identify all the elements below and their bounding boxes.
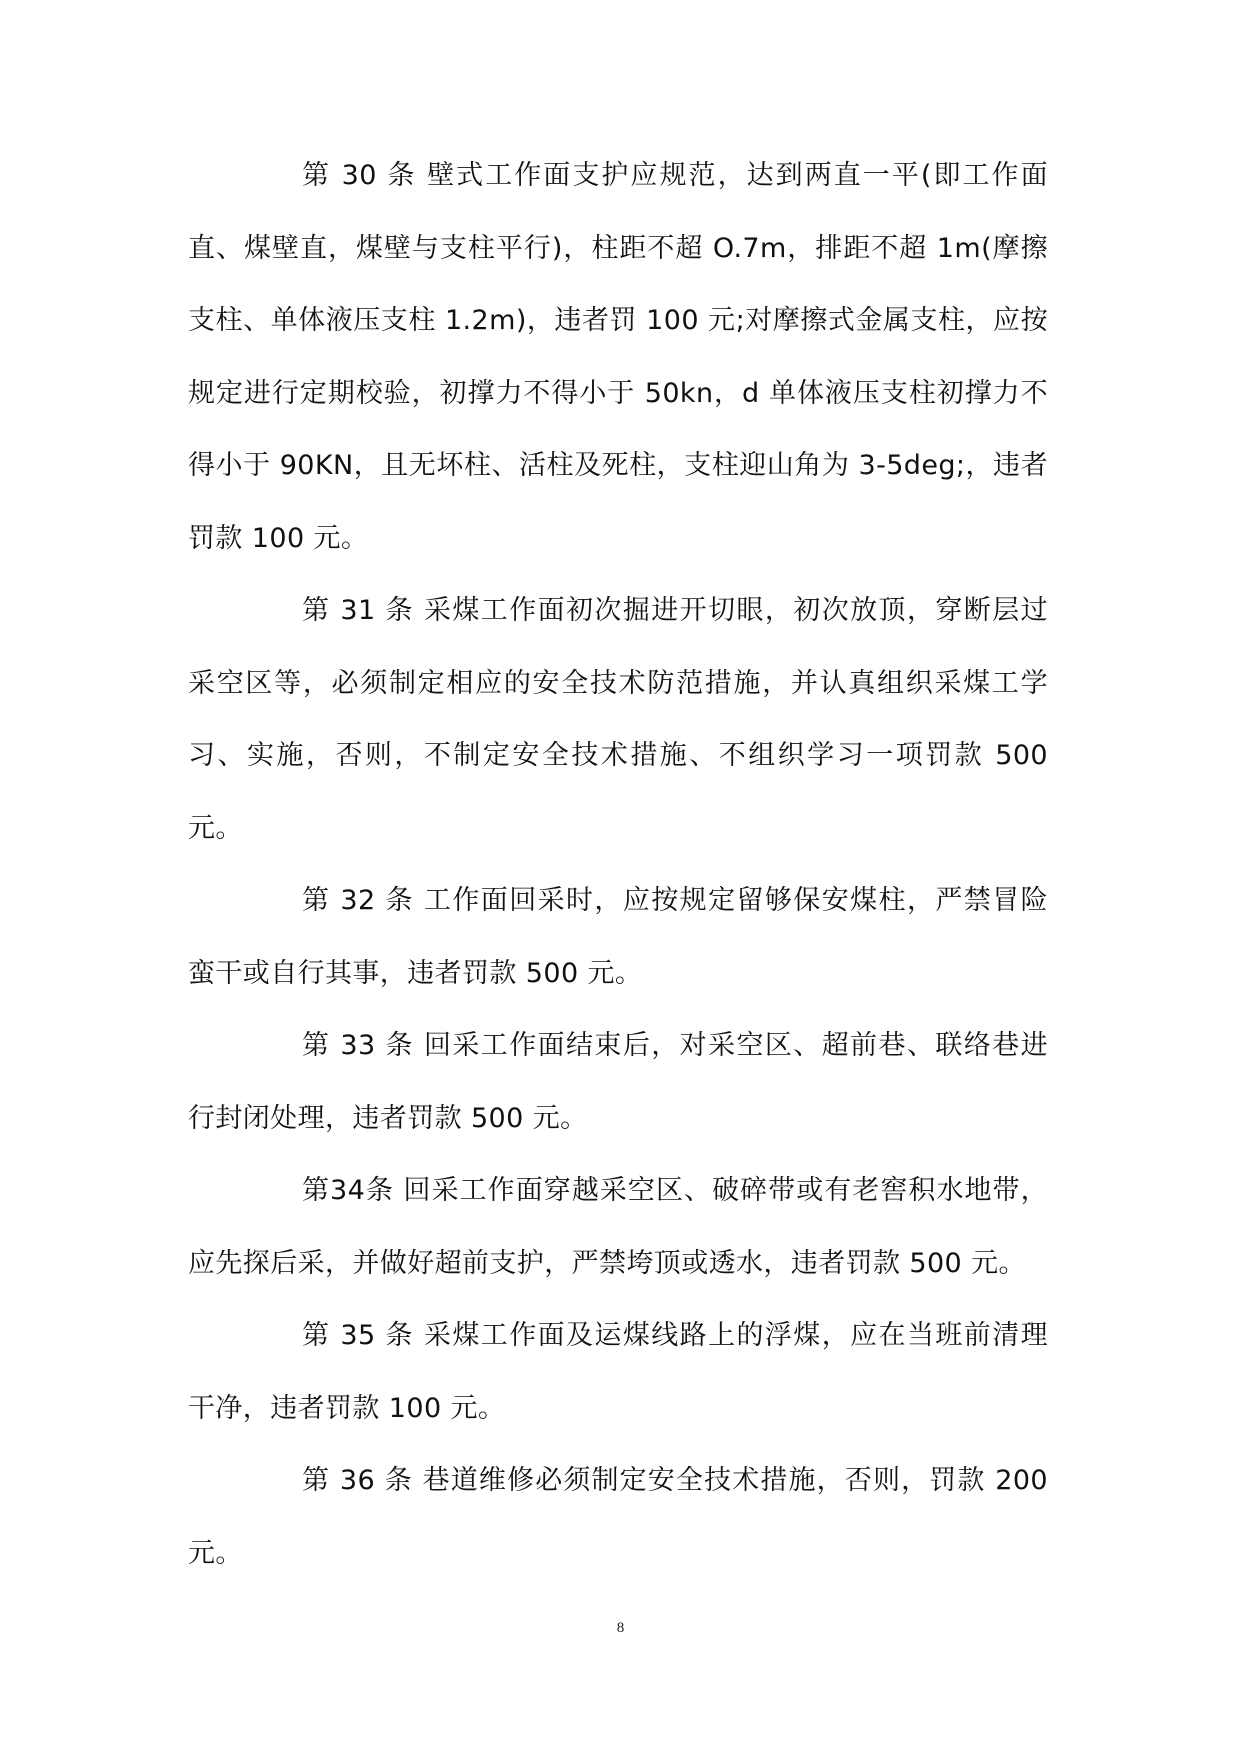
article-34-paragraph: 第34条 回采工作面穿越采空区、破碎带或有老窖积水地带，应先探后采，并做好超前支护，严禁垮顶或透水，违者罚款 500 元。: [188, 1175, 1048, 1279]
article-30-paragraph: 第 30 条 壁式工作面支护应规范，达到两直一平(即工作面直、煤壁直，煤壁与支柱平行)，柱距不超 O.7m，排距不超 1m(摩擦支柱、单体液压支柱 1.2m)，违者罚 100 元;对摩擦式金属支柱，应按规定进行定期校验，初撑力不得小于 50kn，d 单体液压支柱初撑力不得小于 90KN，且无坏柱、活柱及死柱，支柱迎山角为 3-5deg;，违者罚款 100 元。: [188, 160, 1048, 554]
article-33-paragraph: 第 33 条 回采工作面结束后，对采空区、超前巷、联络巷进行封闭处理，违者罚款 500 元。: [188, 1030, 1048, 1134]
article-36-paragraph: 第 36 条 巷道维修必须制定安全技术措施，否则，罚款 200 元。: [188, 1465, 1048, 1569]
page-number: 8: [616, 1620, 625, 1636]
article-35-paragraph: 第 35 条 采煤工作面及运煤线路上的浮煤，应在当班前清理干净，违者罚款 100 元。: [188, 1320, 1048, 1424]
article-32-paragraph: 第 32 条 工作面回采时，应按规定留够保安煤柱，严禁冒险蛮干或自行其事，违者罚款 500 元。: [188, 885, 1048, 989]
article-31-paragraph: 第 31 条 采煤工作面初次掘进开切眼，初次放顶，穿断层过采空区等，必须制定相应的安全技术防范措施，并认真组织采煤工学习、实施，否则，不制定安全技术措施、不组织学习一项罚款 500 元。: [188, 595, 1048, 844]
document-body: [188, 140, 1048, 1590]
